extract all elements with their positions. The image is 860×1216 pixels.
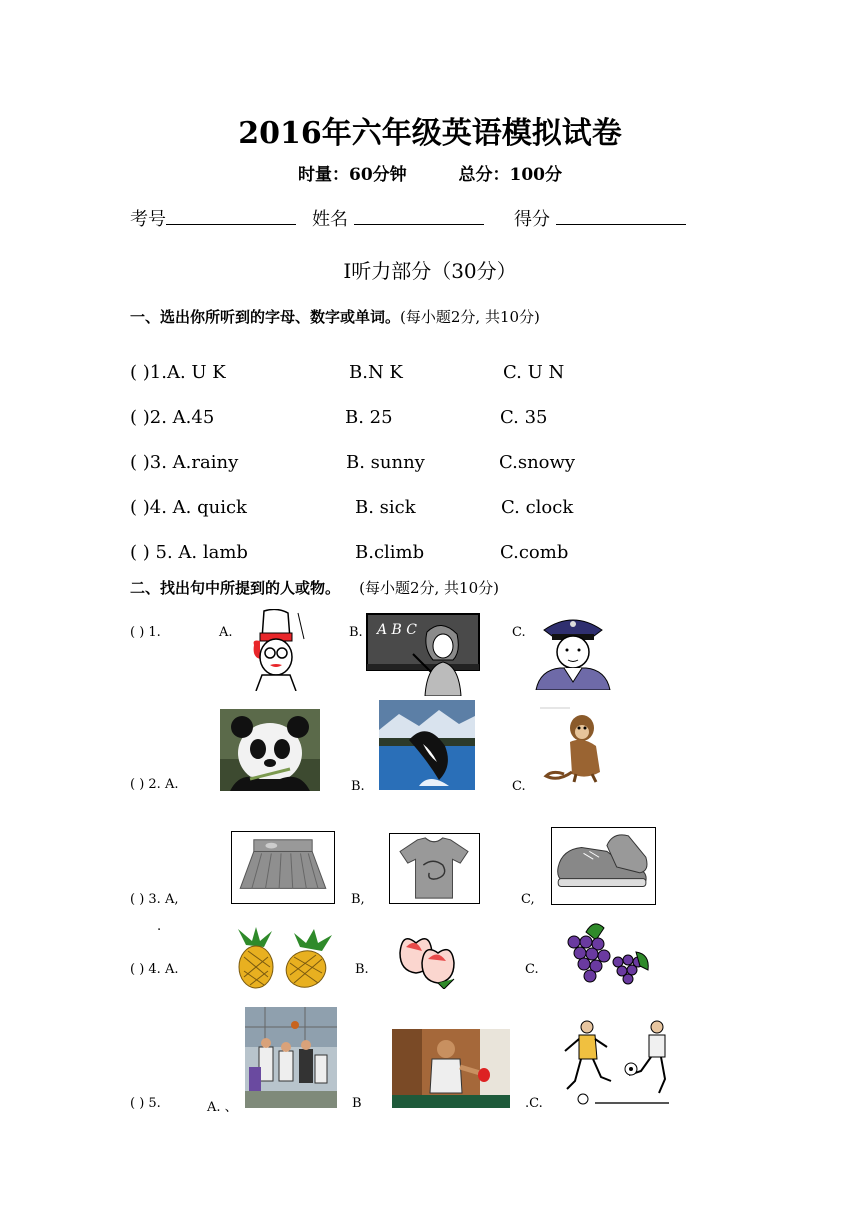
skirt-picture bbox=[231, 831, 335, 904]
s1-q5-b: B.climb bbox=[355, 542, 425, 563]
ping-pong-picture bbox=[392, 1029, 510, 1108]
peaches-picture bbox=[392, 929, 464, 989]
score-blank[interactable] bbox=[556, 206, 686, 225]
s1-q4-c: C. clock bbox=[501, 497, 574, 518]
chef-picture bbox=[244, 609, 310, 691]
score-field bbox=[514, 205, 686, 231]
s1-q2-a: ( )2. A.45 bbox=[130, 407, 215, 428]
section2-heading-text: 二、找出句中所提到的人或物。 bbox=[130, 579, 341, 597]
s2-q5-a: A. 、 bbox=[207, 1100, 238, 1115]
section1-heading-text: 一、选出你所听到的字母、数字或单词。 bbox=[130, 308, 401, 326]
exam-meta bbox=[0, 160, 860, 185]
total-score: 总分：100分 bbox=[458, 165, 562, 185]
s1-q5-a: ( ) 5. A. lamb bbox=[130, 542, 248, 563]
section1-note: (每小题2分, 共10分) bbox=[400, 308, 540, 326]
teacher-picture bbox=[365, 612, 481, 696]
killer-whale-picture bbox=[379, 700, 475, 790]
s2-q1-a: A. bbox=[219, 625, 233, 640]
stray-dot: . bbox=[157, 919, 162, 934]
section2-heading bbox=[130, 577, 499, 598]
s1-q1-c: C. U N bbox=[503, 362, 565, 383]
s2-q3-number: ( ) 3. A, bbox=[130, 892, 179, 907]
monkey-picture bbox=[540, 706, 612, 784]
name-blank[interactable] bbox=[354, 206, 484, 225]
s1-q2-b: B. 25 bbox=[345, 407, 393, 428]
s2-q5-b: B bbox=[352, 1096, 362, 1111]
s1-q3-c: C.snowy bbox=[499, 452, 576, 473]
s2-q5-number: ( ) 5. bbox=[130, 1096, 161, 1111]
s2-q3-c: C, bbox=[521, 892, 535, 907]
part1-title: Ⅰ听力部分（30分） bbox=[343, 259, 517, 283]
soccer-picture bbox=[561, 1015, 674, 1108]
exam-no-field bbox=[130, 205, 296, 231]
s2-q4-b: B. bbox=[355, 962, 369, 977]
s2-q1-b: B. bbox=[349, 625, 363, 640]
s1-q1-a: ( )1.A. U K bbox=[130, 362, 226, 383]
basketball-picture bbox=[245, 1007, 337, 1108]
s1-q3-a: ( )3. A.rainy bbox=[130, 452, 239, 473]
s2-q1-number: ( ) 1. bbox=[130, 625, 161, 640]
pineapples-picture bbox=[234, 927, 336, 989]
s1-q3-b: B. sunny bbox=[346, 452, 425, 473]
s2-q5-c: .C. bbox=[525, 1096, 543, 1111]
s2-q1-c: C. bbox=[512, 625, 526, 640]
blackboard-text: A B C bbox=[377, 622, 418, 638]
s2-q4-number: ( ) 4. A. bbox=[130, 962, 179, 977]
s1-q4-a: ( )4. A. quick bbox=[130, 497, 247, 518]
t-shirt-picture bbox=[389, 833, 480, 904]
name-label: 姓名 bbox=[312, 209, 348, 230]
exam-no-label: 考号 bbox=[130, 209, 166, 230]
s2-q2-c: C. bbox=[512, 779, 526, 794]
s2-q2-number: ( ) 2. A. bbox=[130, 777, 179, 792]
s2-q2-b: B. bbox=[351, 779, 365, 794]
s1-q4-b: B. sick bbox=[355, 497, 416, 518]
name-field bbox=[312, 205, 484, 231]
s2-q3-b: B, bbox=[351, 892, 365, 907]
page-title: 2016年六年级英语模拟试卷 bbox=[238, 116, 622, 151]
panda-picture bbox=[220, 709, 320, 791]
time-limit: 时量：60分钟 bbox=[297, 165, 407, 185]
grapes-picture bbox=[560, 918, 654, 986]
s2-q4-c: C. bbox=[525, 962, 539, 977]
exam-no-blank[interactable] bbox=[166, 206, 296, 225]
s1-q1-b: B.N K bbox=[349, 362, 403, 383]
s1-q2-c: C. 35 bbox=[500, 407, 548, 428]
section2-note: (每小题2分, 共10分) bbox=[359, 579, 499, 597]
score-label: 得分 bbox=[514, 209, 550, 230]
s1-q5-c: C.comb bbox=[500, 542, 569, 563]
shoes-picture bbox=[551, 827, 656, 905]
policeman-picture bbox=[534, 612, 612, 690]
section1-heading bbox=[130, 306, 540, 327]
